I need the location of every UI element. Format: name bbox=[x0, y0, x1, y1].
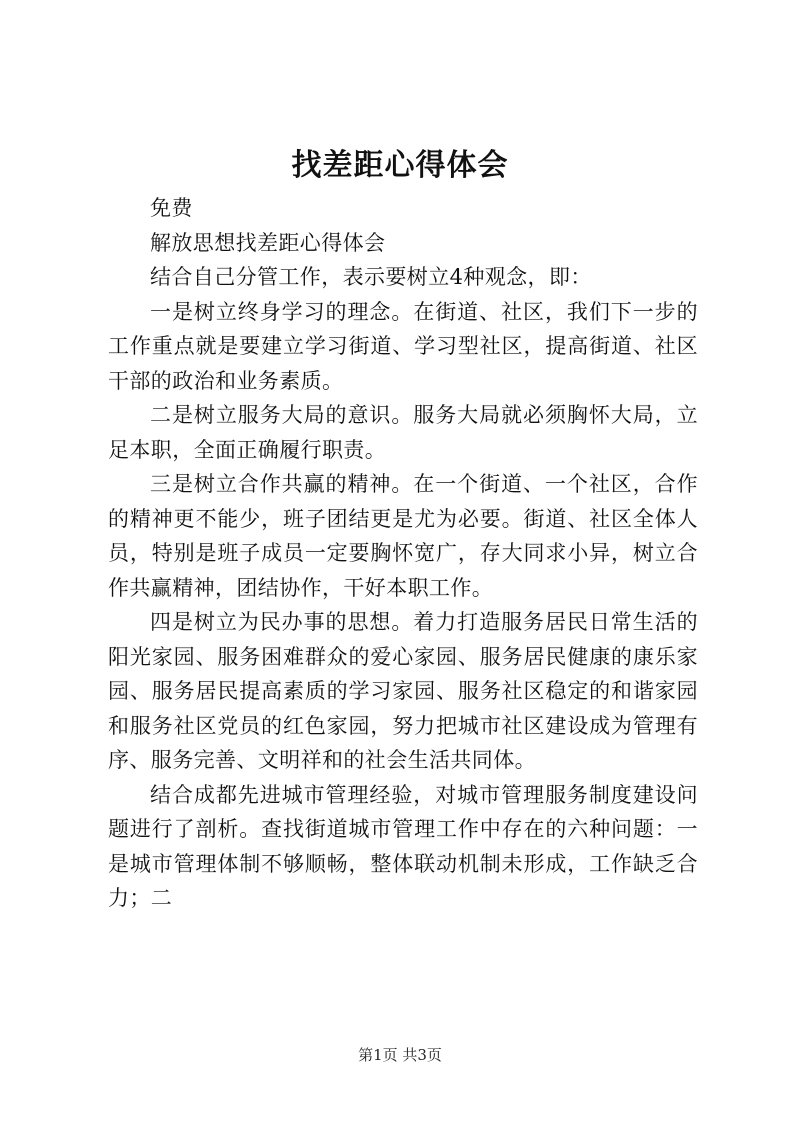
paragraph-point-1: 一是树立终身学习的理念。在街道、社区，我们下一步的工作重点就是要建立学习街道、学习型社区，提高街道、社区干部的政治和业务素质。 bbox=[108, 299, 698, 393]
paragraph-free: 免费 bbox=[150, 196, 193, 220]
paragraph-intro: 结合自己分管工作，表示要树立4种观念，即： bbox=[150, 265, 592, 289]
paragraph-point-4: 四是树立为民办事的思想。着力打造服务居民日常生活的阳光家园、服务困难群众的爱心家园、服务居民健康的康乐家园、服务居民提高素质的学习家园、服务社区稳定的和谐家园和服务社区党员的红色家园，努力把城市社区建设成为管理有序、服务完善、文明祥和的社会生活共同体。 bbox=[108, 610, 698, 772]
document-body bbox=[108, 191, 698, 916]
paragraph-analysis: 结合成都先进城市管理经验，对城市管理服务制度建设问题进行了剖析。查找街道城市管理工作中存在的六种问题：一是城市管理体制不够顺畅，整体联动机制未形成，工作缺乏合力；二 bbox=[108, 782, 698, 910]
paragraph-subtitle: 解放思想找差距心得体会 bbox=[150, 230, 386, 255]
paragraph-point-3: 三是树立合作共赢的精神。在一个街道、一个社区，合作的精神更不能少，班子团结更是尤为必要。街道、社区全体人员，特别是班子成员一定要胸怀宽广，存大同求小异，树立合作共赢精神，团结协作，干好本职工作。 bbox=[108, 472, 698, 600]
document-title: 找差距心得体会 bbox=[291, 148, 509, 183]
paragraph-point-2: 二是树立服务大局的意识。服务大局就必须胸怀大局，立足本职，全面正确履行职责。 bbox=[108, 403, 698, 462]
page-number-footer: 第1页 共3页 bbox=[358, 1046, 442, 1064]
